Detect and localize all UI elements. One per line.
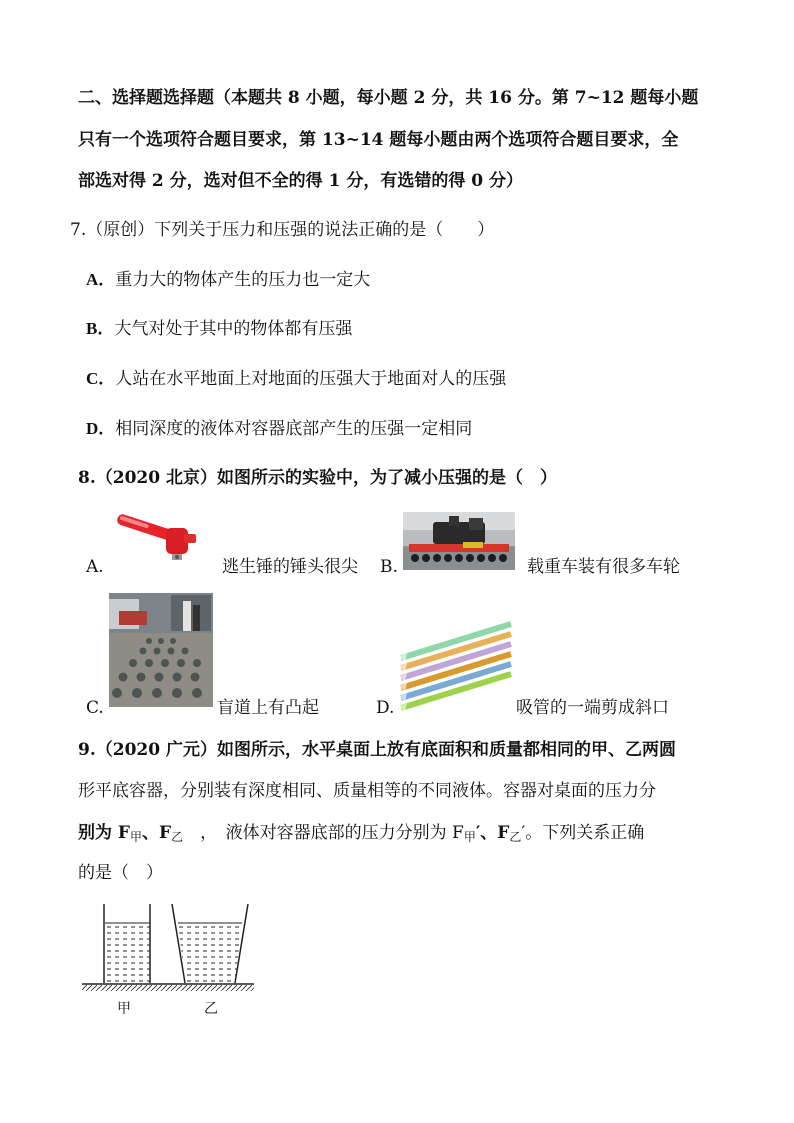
containers-diagram xyxy=(82,900,254,996)
question-9-line3 xyxy=(78,822,644,848)
option-letter: D． xyxy=(86,419,116,438)
option-letter: C． xyxy=(86,369,116,388)
question-9-line1 xyxy=(78,739,676,761)
q9-text-d: ′、F xyxy=(475,823,510,843)
section-header-line1: 二、选择题选择题（本题共 8 小题，每小题 2 分，共 16 分。第 7~12 题每小题 xyxy=(78,88,699,108)
question-7-option-d xyxy=(86,418,472,440)
q9-text-e: ′。下列关系正确 xyxy=(521,823,645,843)
tactile-paving-image xyxy=(109,593,213,707)
option-text: 大气对处于其中的物体都有压强 xyxy=(114,319,353,339)
label-yi: 乙 xyxy=(204,1001,218,1017)
escape-hammer-image xyxy=(108,508,208,568)
question-7-stem: 7.（原创）下列关于压力和压强的说法正确的是（ ） xyxy=(70,220,495,240)
section-header-line3: 部选对得 2 分，选对但不全的得 1 分，有选错的得 0 分） xyxy=(78,171,523,191)
question-8-option-a-letter: A. xyxy=(86,557,104,577)
option-text: 人站在水平地面上对地面的压强大于地面对人的压强 xyxy=(115,369,507,389)
question-7-option-c xyxy=(86,368,506,390)
question-9-line2: 形平底容器，分别装有深度相同、质量相等的不同液体。容器对桌面的压力分 xyxy=(78,781,656,801)
label-jia: 甲 xyxy=(117,1001,131,1017)
question-7-option-a xyxy=(86,269,370,291)
q9-text-b: 、F xyxy=(142,823,172,843)
question-9-line4: 的是（ ） xyxy=(78,863,163,883)
question-8-option-c-text: 盲道上有凸起 xyxy=(217,698,319,718)
option-letter: B． xyxy=(86,319,115,338)
q9-sub-yi2: 乙 xyxy=(509,830,522,844)
q9-text-c: ， 液体对容器底部的压力分别为 F xyxy=(183,823,464,843)
question-8-option-d-letter: D. xyxy=(376,698,395,718)
question-8-option-c-letter: C. xyxy=(86,698,104,718)
question-8-option-b-letter: B. xyxy=(380,557,398,577)
question-8-option-a-text: 逃生锤的锤头很尖 xyxy=(222,557,358,577)
q9-sub-jia: 甲 xyxy=(130,830,143,844)
option-letter: A． xyxy=(86,270,116,289)
q9-sub-jia2: 甲 xyxy=(463,830,476,844)
q9-sub-yi: 乙 xyxy=(171,830,184,844)
drinking-straws-image xyxy=(397,618,513,712)
option-text: 重力大的物体产生的压力也一定大 xyxy=(115,270,371,290)
question-9-text: 9.（2020 广元）如图所示，水平桌面上放有底面积和质量都相同的甲、乙两圆 xyxy=(78,740,676,760)
question-8-option-d-text: 吸管的一端剪成斜口 xyxy=(516,698,669,718)
q9-text-a: 别为 F xyxy=(78,823,130,843)
section-header-line2: 只有一个选项符合题目要求，第 13~14 题每小题由两个选项符合题目要求，全 xyxy=(78,130,679,150)
option-text: 相同深度的液体对容器底部产生的压强一定相同 xyxy=(115,419,473,439)
heavy-truck-image xyxy=(403,512,515,570)
question-7-option-b xyxy=(86,318,352,340)
question-8-option-b-text: 载重车装有很多车轮 xyxy=(527,557,680,577)
question-8-stem: 8.（2020 北京）如图所示的实验中，为了减小压强的是（ ） xyxy=(78,468,557,488)
